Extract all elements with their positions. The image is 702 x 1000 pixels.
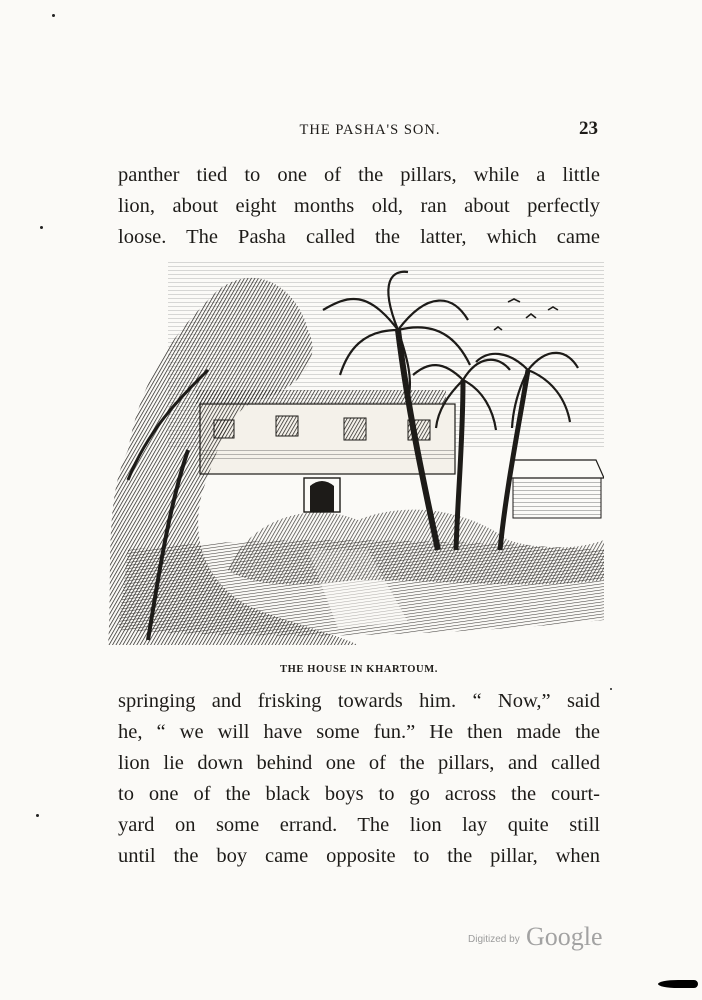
- scan-speck: [52, 14, 55, 17]
- watermark-prefix: Digitized by: [468, 934, 520, 945]
- running-head: THE PASHA'S SON.: [299, 122, 441, 138]
- scan-speck: [36, 814, 39, 817]
- page-header: [118, 118, 600, 142]
- text-line: springing and frisking towards him. “ Now,” said: [118, 690, 600, 712]
- scan-speck: [610, 688, 612, 690]
- text-line: to one of the black boys to go across the court-: [118, 783, 600, 805]
- page-edge-mark: [658, 980, 698, 988]
- scan-speck: [40, 226, 43, 229]
- paragraph-bottom: [118, 686, 600, 872]
- engraving-illustration: [108, 250, 604, 652]
- page-number: 23: [579, 118, 598, 139]
- figure-caption: THE HOUSE IN KHARTOUM.: [280, 664, 438, 675]
- text-line: he, “ we will have some fun.” He then made the: [118, 721, 600, 743]
- text-line: loose. The Pasha called the latter, which came: [118, 226, 600, 248]
- text-line: lion lie down behind one of the pillars, and called: [118, 752, 600, 774]
- watermark-logo: Google: [526, 922, 603, 951]
- text-line: yard on some errand. The lion lay quite still: [118, 814, 600, 836]
- house-engraving: [108, 250, 604, 652]
- text-line: lion, about eight months old, ran about perfectly: [118, 195, 600, 217]
- digitization-watermark: [468, 922, 618, 952]
- text-line: until the boy came opposite to the pillar, when: [118, 845, 600, 867]
- paragraph-top: [118, 160, 600, 253]
- text-line: panther tied to one of the pillars, while a little: [118, 164, 600, 186]
